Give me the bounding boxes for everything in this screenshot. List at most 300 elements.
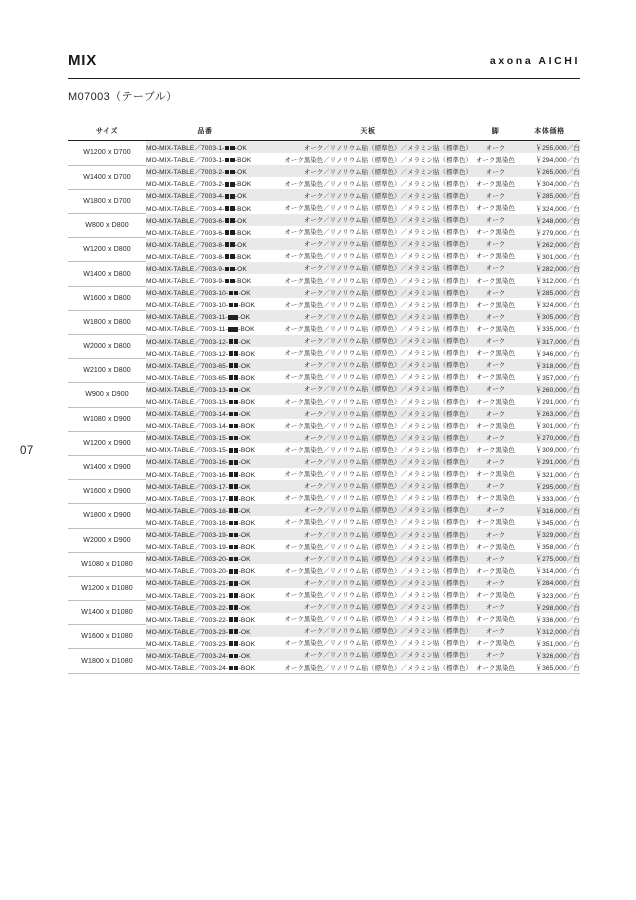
price-table <box>68 126 580 674</box>
cell-product-code: MO-MIX-TABLE／7003-13- -BOK <box>146 399 256 407</box>
color-placeholder-square <box>230 158 235 163</box>
cell-top-material: オーク／リノリウム貼（標準色）／メラミン貼（標準色） <box>264 383 472 395</box>
color-placeholder-square <box>225 267 230 272</box>
cell-product-code: MO-MIX-TABLE／7003-12- -BOK <box>146 350 256 358</box>
cell-product-code: MO-MIX-TABLE／7003-9- -OK <box>146 262 264 274</box>
cell-size: W800 x D800 <box>68 214 146 238</box>
cell-leg-material: オーク黒染色 <box>476 205 515 213</box>
column-header-price: 本体価格 <box>519 126 580 141</box>
cell-product-code: MO-MIX-TABLE／7003-19- -OK <box>146 528 264 540</box>
cell-top-material: オーク黒染色／リノリウム貼（標準色）／メラミン貼（標準色） <box>264 661 472 674</box>
cell-product-code: MO-MIX-TABLE／7003-18- -BOK <box>146 519 256 527</box>
color-placeholder-square <box>229 472 234 477</box>
cell-size: W900 x D900 <box>68 383 146 407</box>
cell-product-code: MO-MIX-TABLE／7003-8- -BOK <box>146 253 252 261</box>
cell-top-material: オーク／リノリウム貼（標準色）／メラミン貼（標準色） <box>264 455 472 467</box>
color-placeholder-square <box>230 254 235 259</box>
cell-size: W1400 x D1080 <box>68 601 146 625</box>
table-row <box>68 335 580 347</box>
color-placeholder-square <box>229 557 234 562</box>
cell-top-material: オーク／リノリウム貼（標準色）／メラミン貼（標準色） <box>264 528 472 540</box>
cell-leg-material: オーク黒染色 <box>472 661 519 674</box>
cell-top-material: オーク／リノリウム貼（標準色）／メラミン貼（標準色） <box>264 165 472 177</box>
cell-leg-material: オーク <box>472 141 519 154</box>
cell-price: ￥279,000／台 <box>535 229 580 237</box>
color-placeholder-square <box>229 375 234 380</box>
color-placeholder-square <box>229 654 234 659</box>
table-row <box>68 625 580 637</box>
color-placeholder-square <box>234 448 239 453</box>
cell-product-code: MO-MIX-TABLE／7003-14- -BOK <box>146 423 256 431</box>
cell-top-material: オーク／リノリウム貼（標準色）／メラミン貼（標準色） <box>264 625 472 637</box>
cell-size: W1800 x D900 <box>68 504 146 528</box>
cell-product-code: MO-MIX-TABLE／7003-15- -OK <box>146 431 264 443</box>
cell-top-material: オーク黒染色／リノリウム貼（標準色）／メラミン貼（標準色） <box>284 446 472 454</box>
cell-top-material: オーク／リノリウム貼（標準色）／メラミン貼（標準色） <box>264 214 472 226</box>
cell-price: ￥317,000／台 <box>519 335 580 347</box>
cell-product-code: MO-MIX-TABLE／7003-20- -BOK <box>146 568 256 576</box>
color-placeholder-square <box>229 521 234 526</box>
cell-product-code: MO-MIX-TABLE／7003-21- -OK <box>146 576 264 588</box>
cell-price: ￥312,000／台 <box>519 625 580 637</box>
cell-top-material: オーク／リノリウム貼（標準色）／メラミン貼（標準色） <box>264 238 472 250</box>
cell-product-code: MO-MIX-TABLE／7003-14- -OK <box>146 407 264 419</box>
cell-top-material: オーク／リノリウム貼（標準色）／メラミン貼（標準色） <box>264 141 472 154</box>
cell-top-material: オーク黒染色／リノリウム貼（標準色）／メラミン貼（標準色） <box>284 398 472 406</box>
cell-leg-material: オーク <box>472 601 519 613</box>
color-placeholder-square <box>234 351 239 356</box>
cell-leg-material: オーク <box>472 359 519 371</box>
cell-size: W1200 x D1080 <box>68 576 146 600</box>
cell-price: ￥305,000／台 <box>519 310 580 322</box>
cell-top-material: オーク／リノリウム貼（標準色）／メラミン貼（標準色） <box>264 480 472 492</box>
cell-size: W1080 x D1080 <box>68 552 146 576</box>
color-placeholder-square <box>230 279 235 284</box>
cell-size: W1800 x D1080 <box>68 649 146 674</box>
cell-price: ￥351,000／台 <box>535 640 580 648</box>
color-placeholder-square <box>234 388 239 393</box>
table-row <box>68 455 580 467</box>
cell-size: W2000 x D800 <box>68 335 146 359</box>
color-placeholder-square <box>230 267 235 272</box>
cell-leg-material: オーク黒染色 <box>476 301 515 309</box>
cell-top-material: オーク／リノリウム貼（標準色）／メラミン貼（標準色） <box>264 262 472 274</box>
cell-product-code: MO-MIX-TABLE／7003-17- -OK <box>146 480 264 492</box>
color-placeholder-square <box>234 654 239 659</box>
cell-price: ￥321,000／台 <box>535 471 580 479</box>
color-placeholder-square <box>229 617 234 622</box>
table-row <box>68 141 580 154</box>
color-placeholder-square <box>234 545 239 550</box>
color-placeholder-square <box>229 424 234 429</box>
cell-leg-material: オーク <box>472 238 519 250</box>
color-placeholder-square <box>229 436 234 441</box>
cell-price: ￥298,000／台 <box>519 601 580 613</box>
color-placeholder-square <box>225 146 230 151</box>
cell-top-material: オーク黒染色／リノリウム貼（標準色）／メラミン貼（標準色） <box>284 567 472 575</box>
cell-size: W1400 x D700 <box>68 165 146 189</box>
cell-top-material: オーク黒染色／リノリウム貼（標準色）／メラミン貼（標準色） <box>284 229 472 237</box>
column-header-leg: 脚 <box>472 126 519 141</box>
color-placeholder-square <box>229 496 234 501</box>
color-placeholder-square <box>225 242 230 247</box>
cell-price: ￥358,000／台 <box>535 544 580 552</box>
cell-top-material: オーク黒染色／リノリウム貼（標準色）／メラミン貼（標準色） <box>284 325 472 333</box>
color-placeholder-square <box>233 327 238 332</box>
cell-size: W1600 x D800 <box>68 286 146 310</box>
color-placeholder-square <box>230 242 235 247</box>
cell-top-material: オーク／リノリウム貼（標準色）／メラミン貼（標準色） <box>264 335 472 347</box>
table-row <box>68 359 580 371</box>
cell-product-code: MO-MIX-TABLE／7003-24- -OK <box>146 649 264 661</box>
color-placeholder-square <box>225 206 230 211</box>
cell-size: W1400 x D800 <box>68 262 146 286</box>
table-header <box>68 126 580 141</box>
cell-price: ￥262,000／台 <box>519 238 580 250</box>
cell-price: ￥275,000／台 <box>519 552 580 564</box>
cell-price: ￥314,000／台 <box>535 568 580 576</box>
cell-product-code: MO-MIX-TABLE／7003-11- -OK <box>146 310 264 322</box>
cell-leg-material: オーク黒染色 <box>476 640 515 648</box>
color-placeholder-square <box>234 436 239 441</box>
cell-price: ￥270,000／台 <box>519 431 580 443</box>
price-table-container <box>68 126 580 674</box>
color-placeholder-square <box>229 400 234 405</box>
cell-price: ￥291,000／台 <box>519 455 580 467</box>
color-placeholder-square <box>229 303 234 308</box>
color-placeholder-square <box>229 291 234 296</box>
cell-top-material: オーク／リノリウム貼（標準色）／メラミン貼（標準色） <box>264 286 472 298</box>
color-placeholder-square <box>228 315 233 320</box>
cell-top-material: オーク黒染色／リノリウム貼（標準色）／メラミン貼（標準色） <box>284 205 472 213</box>
cell-top-material: オーク黒染色／リノリウム貼（標準色）／メラミン貼（標準色） <box>284 350 472 358</box>
cell-product-code: MO-MIX-TABLE／7003-1- -OK <box>146 141 264 154</box>
color-placeholder-square <box>234 629 239 634</box>
brand-logo <box>490 55 580 67</box>
cell-product-code: MO-MIX-TABLE／7003-24- -BOK <box>146 661 264 674</box>
cell-product-code: MO-MIX-TABLE／7003-2- -OK <box>146 165 264 177</box>
color-placeholder-square <box>230 194 235 199</box>
column-header-size: サイズ <box>68 126 146 141</box>
cell-top-material: オーク黒染色／リノリウム貼（標準色）／メラミン貼（標準色） <box>284 519 472 527</box>
cell-price: ￥294,000／台 <box>535 157 580 165</box>
cell-price: ￥324,000／台 <box>535 205 580 213</box>
cell-product-code: MO-MIX-TABLE／7003-23- -OK <box>146 625 264 637</box>
color-placeholder-square <box>229 533 234 538</box>
color-placeholder-square <box>233 315 238 320</box>
cell-price: ￥248,000／台 <box>519 214 580 226</box>
cell-product-code: MO-MIX-TABLE／7003-8- -OK <box>146 238 264 250</box>
cell-top-material: オーク黒染色／リノリウム貼（標準色）／メラミン貼（標準色） <box>284 495 472 503</box>
color-placeholder-square <box>234 557 239 562</box>
cell-top-material: オーク黒染色／リノリウム貼（標準色）／メラミン貼（標準色） <box>284 156 472 164</box>
cell-product-code: MO-MIX-TABLE／7003-16- -OK <box>146 455 264 467</box>
cell-price: ￥309,000／台 <box>535 447 580 455</box>
table-body <box>68 141 580 674</box>
color-placeholder-square <box>225 230 230 235</box>
color-placeholder-square <box>229 666 234 671</box>
cell-leg-material: オーク <box>472 383 519 395</box>
cell-leg-material: オーク黒染色 <box>476 277 515 285</box>
cell-leg-material: オーク黒染色 <box>476 180 515 188</box>
page-header <box>68 52 580 80</box>
cell-top-material: オーク／リノリウム貼（標準色）／メラミン貼（標準色） <box>264 649 472 661</box>
color-placeholder-square <box>234 460 239 465</box>
color-placeholder-square <box>234 484 239 489</box>
color-placeholder-square <box>229 388 234 393</box>
cell-top-material: オーク黒染色／リノリウム貼（標準色）／メラミン貼（標準色） <box>284 301 472 309</box>
cell-top-material: オーク黒染色／リノリウム貼（標準色）／メラミン貼（標準色） <box>284 471 472 479</box>
table-row <box>68 601 580 613</box>
cell-size: W1400 x D900 <box>68 455 146 479</box>
cell-leg-material: オーク黒染色 <box>476 422 515 430</box>
table-row <box>68 431 580 443</box>
table-row <box>68 504 580 516</box>
color-placeholder-square <box>234 375 239 380</box>
cell-price: ￥318,000／台 <box>519 359 580 371</box>
color-placeholder-square <box>225 254 230 259</box>
color-placeholder-square <box>229 448 234 453</box>
color-placeholder-square <box>234 363 239 368</box>
cell-product-code: MO-MIX-TABLE／7003-10- -OK <box>146 286 264 298</box>
cell-product-code: MO-MIX-TABLE／7003-23- -BOK <box>146 640 256 648</box>
cell-leg-material: オーク <box>472 455 519 467</box>
cell-top-material: オーク黒染色／リノリウム貼（標準色）／メラミン貼（標準色） <box>284 640 472 648</box>
cell-leg-material: オーク黒染色 <box>476 446 515 454</box>
product-series-title: M07003（テーブル） <box>68 91 178 103</box>
cell-top-material: オーク／リノリウム貼（標準色）／メラミン貼（標準色） <box>264 407 472 419</box>
cell-leg-material: オーク黒染色 <box>476 253 515 261</box>
cell-leg-material: オーク <box>472 262 519 274</box>
cell-leg-material: オーク <box>472 335 519 347</box>
cell-product-code: MO-MIX-TABLE／7003-21- -BOK <box>146 592 256 600</box>
cell-price: ￥333,000／台 <box>535 495 580 503</box>
cell-top-material: オーク／リノリウム貼（標準色）／メラミン貼（標準色） <box>264 359 472 371</box>
cell-size: W1200 x D900 <box>68 431 146 455</box>
cell-product-code: MO-MIX-TABLE／7003-65- -OK <box>146 359 264 371</box>
cell-product-code: MO-MIX-TABLE／7003-9- -BOK <box>146 278 252 286</box>
cell-price: ￥365,000／台 <box>519 661 580 674</box>
cell-product-code: MO-MIX-TABLE／7003-4- -BOK <box>146 205 252 213</box>
color-placeholder-square <box>230 230 235 235</box>
cell-top-material: オーク／リノリウム貼（標準色）／メラミン貼（標準色） <box>264 552 472 564</box>
cell-product-code: MO-MIX-TABLE／7003-6- -OK <box>146 214 264 226</box>
cell-size: W1200 x D800 <box>68 238 146 262</box>
cell-leg-material: オーク黒染色 <box>476 229 515 237</box>
table-row <box>68 480 580 492</box>
page-title: MIX <box>68 52 98 69</box>
cell-size: W1600 x D900 <box>68 480 146 504</box>
cell-price: ￥301,000／台 <box>535 423 580 431</box>
cell-product-code: MO-MIX-TABLE／7003-16- -BOK <box>146 471 256 479</box>
color-placeholder-square <box>228 327 233 332</box>
cell-size: W1800 x D800 <box>68 310 146 334</box>
cell-price: ￥263,000／台 <box>519 407 580 419</box>
cell-price: ￥324,000／台 <box>535 302 580 310</box>
color-placeholder-square <box>229 508 234 513</box>
cell-leg-material: オーク黒染色 <box>476 567 515 575</box>
cell-leg-material: オーク <box>472 625 519 637</box>
cell-price: ￥301,000／台 <box>535 253 580 261</box>
color-placeholder-square <box>225 158 230 163</box>
cell-product-code: MO-MIX-TABLE／7003-2- -BOK <box>146 181 252 189</box>
cell-leg-material: オーク黒染色 <box>476 374 515 382</box>
cell-leg-material: オーク <box>472 552 519 564</box>
color-placeholder-square <box>234 400 239 405</box>
color-placeholder-square <box>234 593 239 598</box>
color-placeholder-square <box>229 629 234 634</box>
color-placeholder-square <box>234 521 239 526</box>
color-placeholder-square <box>229 545 234 550</box>
cell-leg-material: オーク黒染色 <box>476 471 515 479</box>
color-placeholder-square <box>230 182 235 187</box>
cell-top-material: オーク黒染色／リノリウム貼（標準色）／メラミン貼（標準色） <box>284 592 472 600</box>
color-placeholder-square <box>234 666 239 671</box>
cell-size: W2100 x D800 <box>68 359 146 383</box>
cell-size: W1080 x D900 <box>68 407 146 431</box>
cell-top-material: オーク／リノリウム貼（標準色）／メラミン貼（標準色） <box>264 310 472 322</box>
cell-price: ￥357,000／台 <box>535 374 580 382</box>
cell-price: ￥312,000／台 <box>535 278 580 286</box>
color-placeholder-square <box>230 218 235 223</box>
cell-top-material: オーク黒染色／リノリウム貼（標準色）／メラミン貼（標準色） <box>284 616 472 624</box>
color-placeholder-square <box>225 170 230 175</box>
cell-price: ￥316,000／台 <box>519 504 580 516</box>
color-placeholder-square <box>234 412 239 417</box>
cell-leg-material: オーク <box>472 214 519 226</box>
color-placeholder-square <box>234 291 239 296</box>
color-placeholder-square <box>229 412 234 417</box>
color-placeholder-square <box>229 641 234 646</box>
cell-product-code: MO-MIX-TABLE／7003-15- -BOK <box>146 447 256 455</box>
cell-leg-material: オーク <box>472 189 519 201</box>
cell-price: ￥284,000／台 <box>519 576 580 588</box>
color-placeholder-square <box>234 569 239 574</box>
table-row <box>68 576 580 588</box>
cell-leg-material: オーク黒染色 <box>476 495 515 503</box>
cell-product-code: MO-MIX-TABLE／7003-1- -BOK <box>146 157 252 165</box>
cell-leg-material: オーク <box>472 431 519 443</box>
cell-product-code: MO-MIX-TABLE／7003-12- -OK <box>146 335 264 347</box>
cell-size: W2000 x D900 <box>68 528 146 552</box>
color-placeholder-square <box>234 581 239 586</box>
table-row <box>68 552 580 564</box>
cell-top-material: オーク／リノリウム貼（標準色）／メラミン貼（標準色） <box>264 504 472 516</box>
table-row <box>68 238 580 250</box>
cell-top-material: オーク黒染色／リノリウム貼（標準色）／メラミン貼（標準色） <box>284 543 472 551</box>
color-placeholder-square <box>234 303 239 308</box>
table-row <box>68 310 580 322</box>
cell-top-material: オーク／リノリウム貼（標準色）／メラミン貼（標準色） <box>264 601 472 613</box>
brand-name-aichi: AICHI <box>538 55 580 67</box>
cell-price: ￥304,000／台 <box>535 181 580 189</box>
color-placeholder-square <box>234 605 239 610</box>
table-row <box>68 214 580 226</box>
cell-price: ￥285,000／台 <box>519 286 580 298</box>
cell-product-code: MO-MIX-TABLE／7003-18- -OK <box>146 504 264 516</box>
cell-top-material: オーク黒染色／リノリウム貼（標準色）／メラミン貼（標準色） <box>284 422 472 430</box>
cell-product-code: MO-MIX-TABLE／7003-65- -BOK <box>146 374 256 382</box>
color-placeholder-square <box>234 533 239 538</box>
column-header-code: 品番 <box>146 126 264 141</box>
color-placeholder-square <box>230 206 235 211</box>
cell-leg-material: オーク黒染色 <box>476 616 515 624</box>
cell-product-code: MO-MIX-TABLE／7003-17- -BOK <box>146 495 256 503</box>
cell-top-material: オーク／リノリウム貼（標準色）／メラミン貼（標準色） <box>264 576 472 588</box>
cell-product-code: MO-MIX-TABLE／7003-10- -BOK <box>146 302 256 310</box>
cell-leg-material: オーク黒染色 <box>476 592 515 600</box>
table-row <box>68 383 580 395</box>
cell-price: ￥255,000／台 <box>519 141 580 154</box>
color-placeholder-square <box>229 460 234 465</box>
color-placeholder-square <box>229 569 234 574</box>
cell-leg-material: オーク黒染色 <box>476 398 515 406</box>
cell-product-code: MO-MIX-TABLE／7003-13- -OK <box>146 383 264 395</box>
color-placeholder-square <box>229 339 234 344</box>
header-divider <box>68 78 580 79</box>
color-placeholder-square <box>229 351 234 356</box>
cell-price: ￥336,000／台 <box>535 616 580 624</box>
cell-product-code: MO-MIX-TABLE／7003-20- -OK <box>146 552 264 564</box>
color-placeholder-square <box>229 593 234 598</box>
cell-leg-material: オーク <box>472 165 519 177</box>
table-row <box>68 528 580 540</box>
color-placeholder-square <box>225 182 230 187</box>
color-placeholder-square <box>234 641 239 646</box>
table-row <box>68 189 580 201</box>
color-placeholder-square <box>234 424 239 429</box>
cell-product-code: MO-MIX-TABLE／7003-22- -BOK <box>146 616 256 624</box>
color-placeholder-square <box>229 581 234 586</box>
table-row <box>68 649 580 661</box>
cell-price: ￥335,000／台 <box>535 326 580 334</box>
color-placeholder-square <box>225 218 230 223</box>
cell-leg-material: オーク黒染色 <box>476 350 515 358</box>
cell-leg-material: オーク <box>472 407 519 419</box>
cell-price: ￥323,000／台 <box>535 592 580 600</box>
cell-leg-material: オーク <box>472 649 519 661</box>
color-placeholder-square <box>234 472 239 477</box>
table-row <box>68 407 580 419</box>
table-row <box>68 165 580 177</box>
cell-leg-material: オーク <box>472 576 519 588</box>
cell-leg-material: オーク <box>472 480 519 492</box>
cell-top-material: オーク黒染色／リノリウム貼（標準色）／メラミン貼（標準色） <box>284 180 472 188</box>
cell-leg-material: オーク <box>472 286 519 298</box>
color-placeholder-square <box>234 496 239 501</box>
cell-price: ￥260,000／台 <box>519 383 580 395</box>
cell-leg-material: オーク黒染色 <box>476 325 515 333</box>
cell-price: ￥346,000／台 <box>535 350 580 358</box>
cell-top-material: オーク黒染色／リノリウム貼（標準色）／メラミン貼（標準色） <box>284 374 472 382</box>
cell-top-material: オーク黒染色／リノリウム貼（標準色）／メラミン貼（標準色） <box>284 277 472 285</box>
cell-leg-material: オーク黒染色 <box>476 543 515 551</box>
cell-size: W1800 x D700 <box>68 189 146 213</box>
cell-leg-material: オーク <box>472 310 519 322</box>
cell-product-code: MO-MIX-TABLE／7003-4- -OK <box>146 189 264 201</box>
color-placeholder-square <box>229 363 234 368</box>
color-placeholder-square <box>230 170 235 175</box>
cell-top-material: オーク／リノリウム貼（標準色）／メラミン貼（標準色） <box>264 189 472 201</box>
cell-price: ￥345,000／台 <box>535 519 580 527</box>
cell-price: ￥329,000／台 <box>519 528 580 540</box>
page-number: 07 <box>20 445 34 457</box>
color-placeholder-square <box>225 279 230 284</box>
brand-name-axona: axona <box>489 55 534 67</box>
table-row <box>68 286 580 298</box>
color-placeholder-square <box>229 605 234 610</box>
cell-leg-material: オーク <box>472 504 519 516</box>
